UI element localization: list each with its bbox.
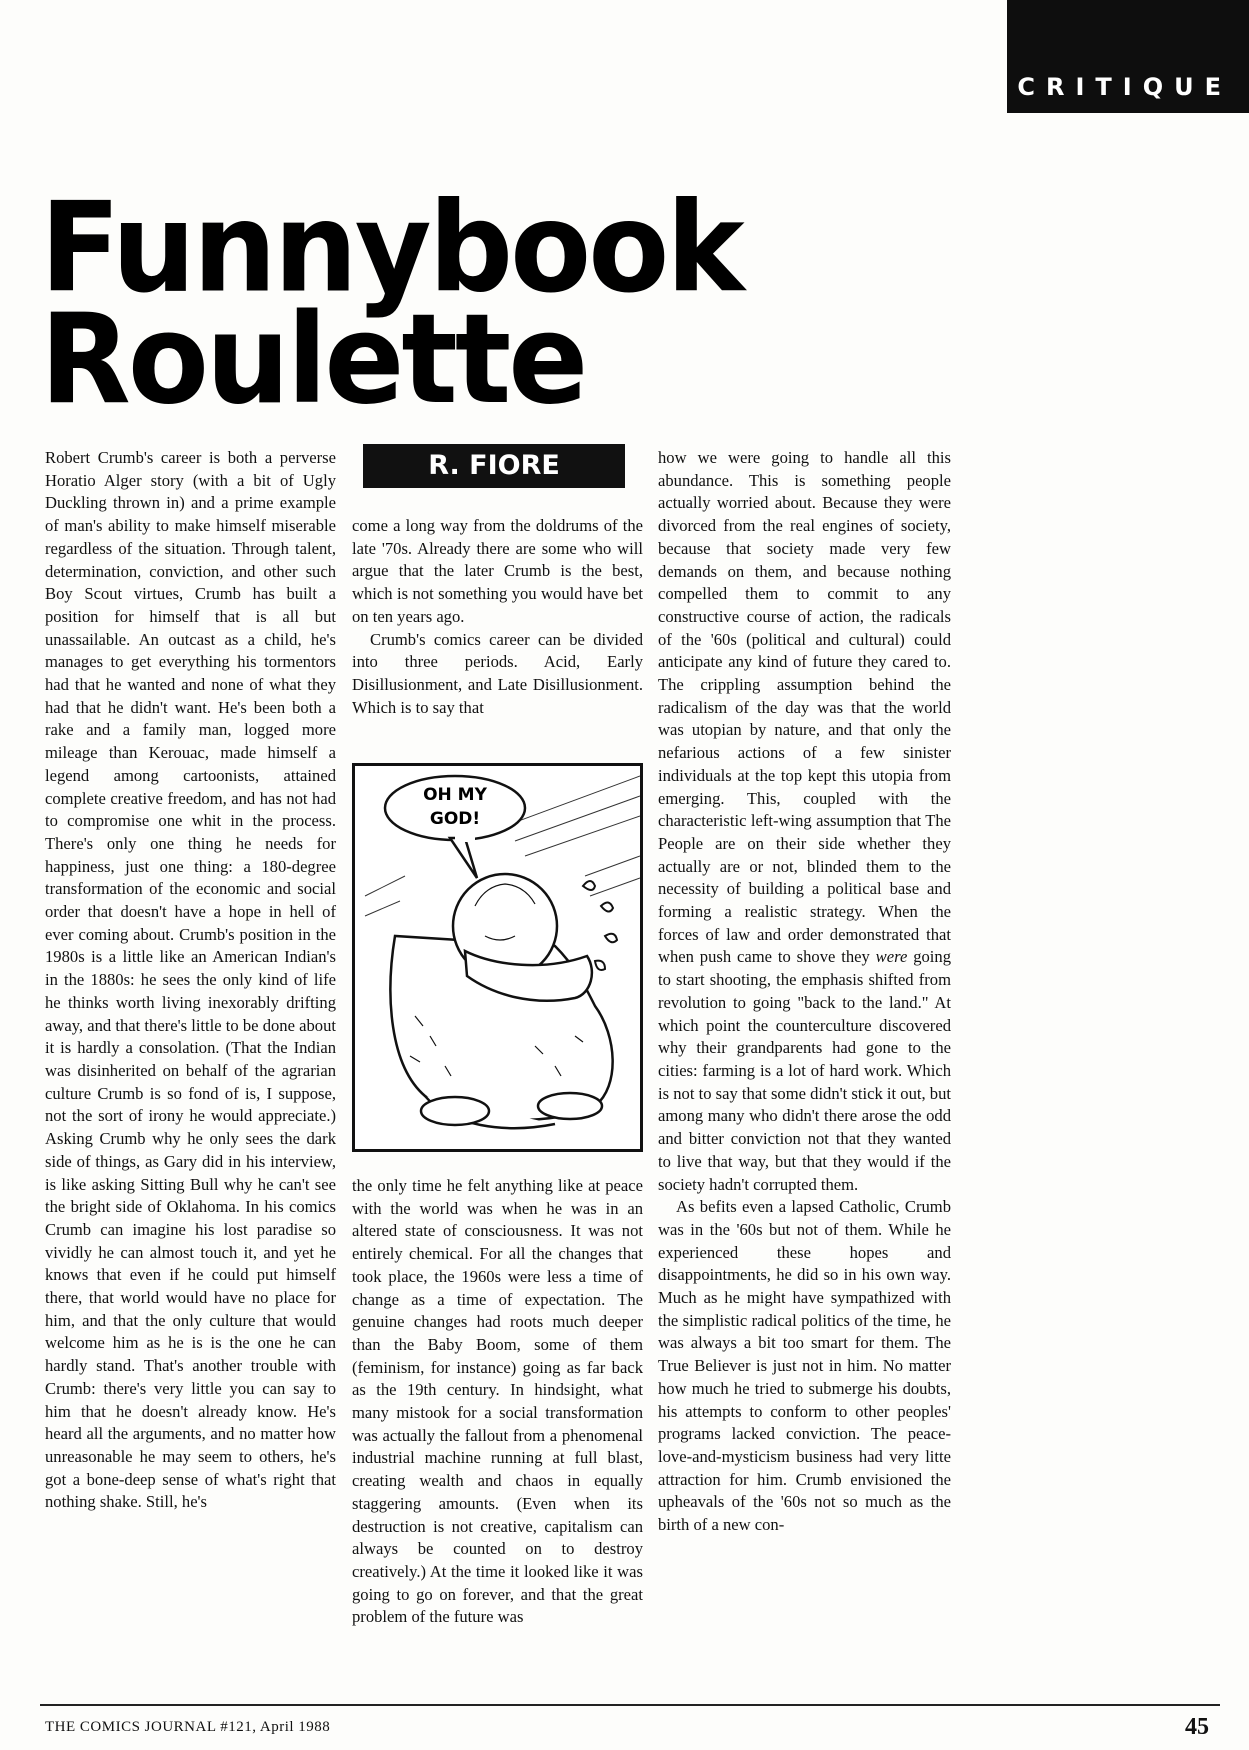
column-3-paragraph-2: As befits even a lapsed Catholic, Crumb was in the '60s but not of them. While he experienced these hopes and disappointments, he did so in his own way. Much as he might have sympathized with the simplistic radical politics of the time, he was always a bit too smart for them. The True Believer is just not in him. No matter how much he tried to submerge his doubts, his attempts to conform to other peoples' programs lacked conviction. The peace-love-and-mysticism business had very litte attraction for him. Crumb envisioned the upheavals of the '60s not so much as the birth of a new con- xyxy=(658,1197,951,1535)
cartoon-drawing xyxy=(355,766,640,1149)
balloon-line-2: GOD! xyxy=(429,809,481,829)
article-column-1 xyxy=(45,447,336,1514)
article-column-2-top xyxy=(352,515,643,719)
footer-publication: THE COMICS JOURNAL #121, April 1988 xyxy=(45,1719,331,1735)
column-2-paragraph-2: Crumb's comics career can be divided into three periods. Acid, Early Disillusionment, and Late Disillusionment. Which is to say that xyxy=(352,629,643,717)
headline-line-1: Funnybook xyxy=(40,175,742,321)
footer-rule xyxy=(40,1704,1220,1706)
balloon-line-1: OH MY xyxy=(423,785,487,805)
column-1-text: Robert Crumb's career is both a perverse Horatio Alger story (with a bit of Ugly Duckling thrown in) and a prime example of man's ability to make himself miserable regardless of the situation. Through talent, determination, conviction, and other such Boy Scout virtues, Crumb has built a position for himself that is all but unassailable. An outcast as a child, he's manages to get everything his tormentors had that he wanted and none of what they had that he didn't want. He's been both a rake and a family man, logged more mileage than Kerouac, made himself a legend among cartoonists, attained complete creative freedom, and has not had to compromise one whit in the process. There's only one thing he needs for happiness, just one thing: a 180-degree transformation of the economic and social order that doesn't have a hope in hell of ever coming about. Crumb's position in the 1980s is a little like an American Indian's in the 1880s: he sees the only kind of life he thinks worth living inexorably drifting away, and that there's little to be done about it is hardly a consolation. (That the Indian was disinherited on behalf of the agrarian culture Crumb is so fond of is, I suppose, not the sort of irony he would appreciate.) Asking Crumb why he only sees the dark side of things, as Gary did in his interview, is like asking Sitting Bull why he can't see the bright side of Oklahoma. In his comics Crumb can imagine his lost paradise so vividly he can almost touch it, and yet he knows that even if he could put himself there, that world would have no place for him, and that the only culture that would welcome him as he is is the one he can hardly stand. That's another trouble with Crumb: there's very little you can say to him that he doesn't already know. He's heard all the arguments, and no matter how unreasonable he may seem to others, he's got a bone-deep sense of what's right that nothing shake. Still, he's xyxy=(45,448,336,1512)
column-3-text-b: going to start shooting, the emphasis shifted from revolution to going "back to the land." At which point the counterculture discovered why their grandparents had gone to the cities: farming is a lot of hard work. Which is not to say that some didn't stick it out, but among many who didn't there arose the odd and bitter conviction not that they wanted to live that way, but that they would if the society hadn't corrupted them. xyxy=(658,947,951,1194)
crumb-cartoon-illustration xyxy=(352,763,643,1152)
emphasis-were: were xyxy=(875,947,908,967)
headline-line-2: Roulette xyxy=(40,286,586,432)
crouched-figure xyxy=(390,874,612,1128)
article-column-3 xyxy=(658,447,951,1537)
page-number: 45 xyxy=(1185,1714,1209,1740)
headline xyxy=(40,175,742,432)
column-3-paragraph-1 xyxy=(658,447,951,1196)
byline: R. FIORE xyxy=(428,450,560,481)
column-2-paragraph-3: the only time he felt anything like at peace with the world was when he was in an altered state of consciousness. It was not entirely chemical. For all the changes that took place, the 1960s were less a time of change as a time of expectation. The genuine changes had roots much deeper than the Baby Boom, some of them (feminism, for instance) going as far back as the 19th century. In hindsight, what many mistook for a social transformation was actually the fallout from a phenomenal industrial machine running at full blast, creating wealth and chaos in equally staggering amounts. (Even when its destruction is not creative, capitalism can always be counted on to destroy creatively.) At the time it looked like it was going to go on forever, and that the great problem of the future was xyxy=(352,1176,643,1627)
column-3-text-a: how we were going to handle all this abundance. This is something people actually worried about. Because they were divorced from the real engines of society, because that society made very few demands on them, and because nothing compelled them to commit to any constructive course of action, the radicals of the '60s (political and cultural) could anticipate any kind of future they cared to. The crippling assumption behind the radicalism of the day was that the world was utopian by nature, and that only the nefarious actions of a few sinister individuals at the top kept this utopia from emerging. This, coupled with the characteristic left-wing assumption that The People are on their side whether they actually are or not, blinded them to the necessity of building a political base and forming a realistic strategy. When the forces of law and order demonstrated that when push came to shove they xyxy=(658,448,951,967)
article-column-2-bottom xyxy=(352,1175,643,1629)
section-tab-label: CRITIQUE xyxy=(1017,73,1232,101)
column-2-paragraph-1: come a long way from the doldrums of the late '70s. Already there are some who will argue that the later Crumb is the best, which is not something you would have bet on ten years ago. xyxy=(352,516,643,626)
